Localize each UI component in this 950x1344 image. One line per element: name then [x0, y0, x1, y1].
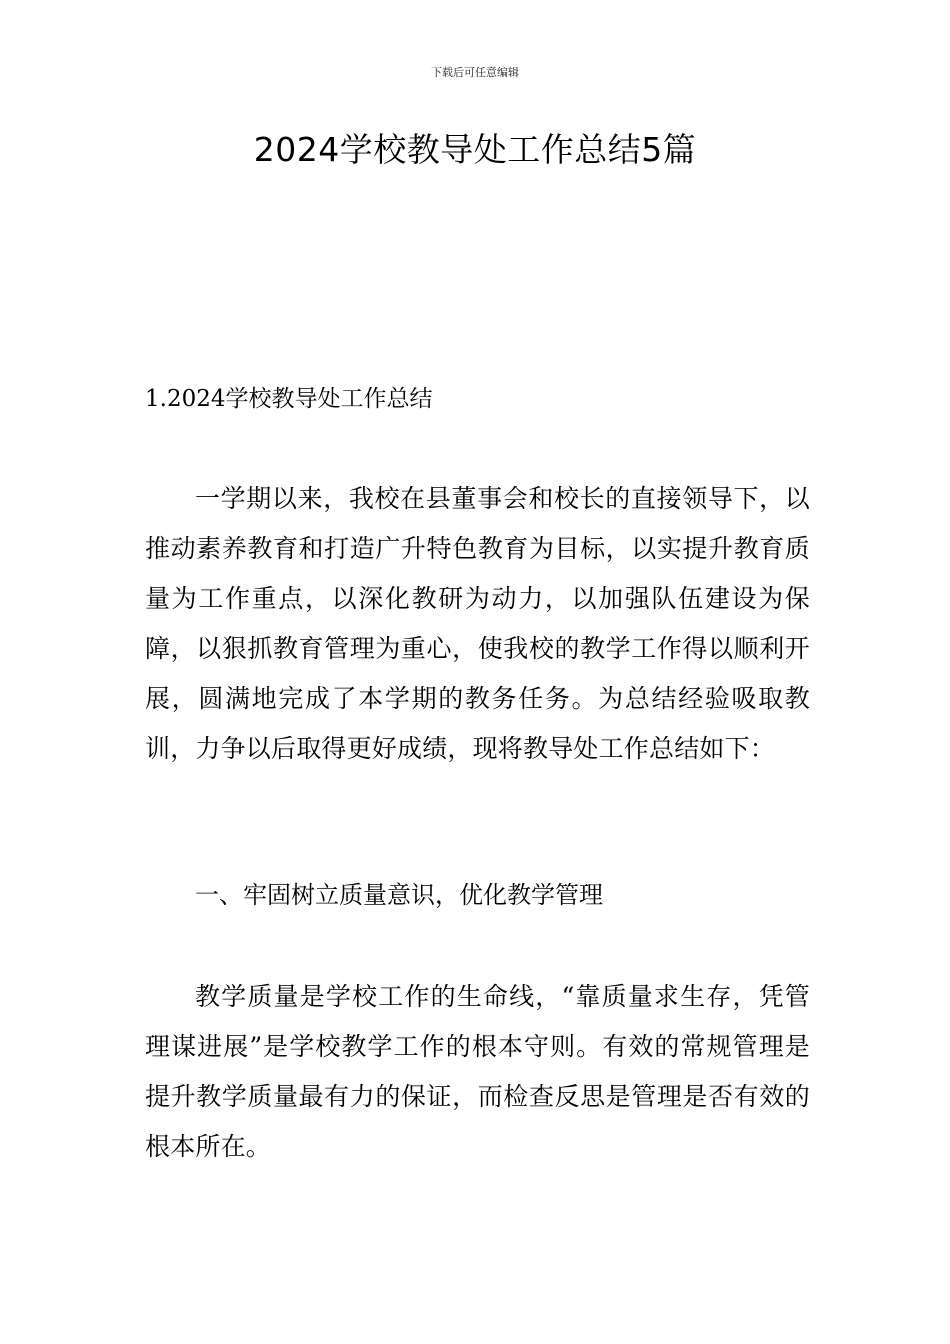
subsection-heading: 一、牢固树立质量意识，优化教学管理	[195, 881, 603, 909]
body-paragraph: 教学质量是学校工作的生命线，“靠质量求生存，凭管理谋进展”是学校教学工作的根本守则。有效的常规管理是提升教学质量最有力的保证，而检查反思是管理是否有效的根本所在。	[145, 982, 810, 1161]
body-paragraph: 一学期以来，我校在县董事会和校长的直接领导下，以推动素养教育和打造广升特色教育为目标，以实提升教育质量为工作重点，以深化教研为动力，以加强队伍建设为保障，以狠抓教育管理为重心，使我校的教学工作得以顺利开展，圆满地完成了本学期的教务任务。为总结经验吸取教训，力争以后取得更好成绩，现将教导处工作总结如下：	[145, 484, 810, 763]
document-title: 2024学校教导处工作总结5篇	[253, 130, 697, 169]
section-heading: 1.2024学校教导处工作总结	[145, 386, 433, 412]
header-note: 下载后可任意编辑	[431, 66, 519, 79]
